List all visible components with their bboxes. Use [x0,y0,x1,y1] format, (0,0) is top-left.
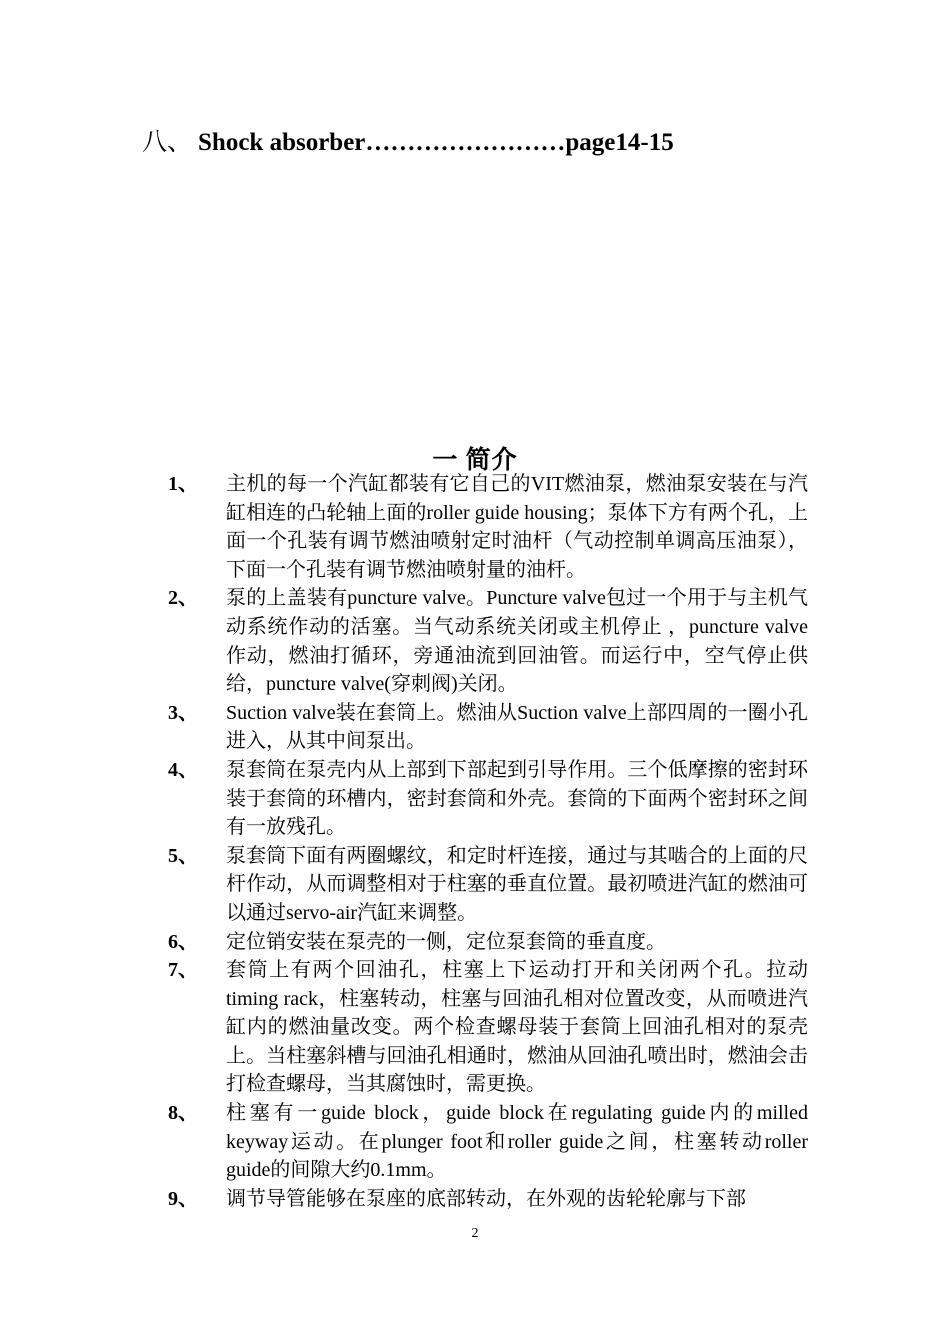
list-item-number: 2、 [168,587,198,610]
list-item-number: 6、 [168,930,198,953]
toc-entry [142,122,674,158]
list-item [168,842,808,928]
list-item-text: 泵的上盖装有puncture valve。Puncture valve包过一个用于与主机气动系统作动的活塞。当气动系统关闭或主机停止 ，puncture valve作动，燃油打循环，旁通油流到回油管。而运行中，空气停止供给，puncture valve(穿刺阀)关闭。 [226,587,808,696]
section-title: 一 简介 [432,447,518,474]
page-number: 2 [471,1226,479,1241]
list-item-number: 8、 [168,1102,198,1125]
list-item [168,956,808,1099]
list-item-number: 3、 [168,701,198,724]
list-item-number: 4、 [168,758,198,781]
list-item-number: 7、 [168,959,198,982]
list-item-text: Suction valve装在套筒上。燃油从Suction valve上部四周的一圈小孔进入，从其中间泵出。 [226,701,808,753]
list-item-text: 泵套筒在泵壳内从上部到下部起到引导作用。三个低摩擦的密封环装于套筒的环槽内，密封套筒和外壳。套筒的下面两个密封环之间有一放残孔。 [226,758,808,839]
list-item [168,470,808,584]
list-item [168,756,808,842]
list-item [168,1099,808,1185]
list-item-text: 套筒上有两个回油孔，柱塞上下运动打开和关闭两个孔。拉动timing rack，柱塞转动，柱塞与回油孔相对位置改变，从而喷进汽缸内的燃油量改变。两个检查螺母装于套筒上回油孔相对的泵壳上。当柱塞斜槽与回油孔相通时，燃油从回油孔喷出时，燃油会击打检查螺母，当其腐蚀时，需更换。 [226,959,808,1096]
list-item-number: 9、 [168,1187,198,1210]
list-item [168,1185,808,1214]
list-item-text: 定位销安装在泵壳的一侧，定位泵套筒的垂直度。 [226,930,666,953]
list-item [168,928,808,957]
list-item-text: 主机的每一个汽缸都装有它自己的VIT燃油泵，燃油泵安装在与汽缸相连的凸轮轴上面的roller guide housing；泵体下方有两个孔，上面一个孔装有调节燃油喷射定时油杆（气动控制单调高压油泵），下面一个孔装有调节燃油喷射量的油杆。 [226,473,808,581]
list-item-text: 柱塞有一guide block，guide block在regulating guide内的milled keyway运动。在plunger foot和roller guide之间，柱塞转动roller guide的间隙大约0.1mm。 [226,1102,808,1182]
list-item-number: 1、 [168,473,198,495]
toc-entry-number: 八、 [142,129,193,156]
list-item [168,699,808,756]
list-item-text: 泵套筒下面有两圈螺纹，和定时杆连接，通过与其啮合的上面的尺杆作动，从而调整相对于柱塞的垂直位置。最初喷进汽缸的燃油可以通过servo-air汽缸来调整。 [226,844,808,924]
list-item [168,584,808,698]
list-item-text: 调节导管能够在泵座的底部转动，在外观的齿轮轮廓与下部 [226,1187,746,1210]
list-item-number: 5、 [168,844,198,867]
toc-entry-text: Shock absorber……………………page14-15 [198,129,674,156]
numbered-list [168,470,808,1213]
